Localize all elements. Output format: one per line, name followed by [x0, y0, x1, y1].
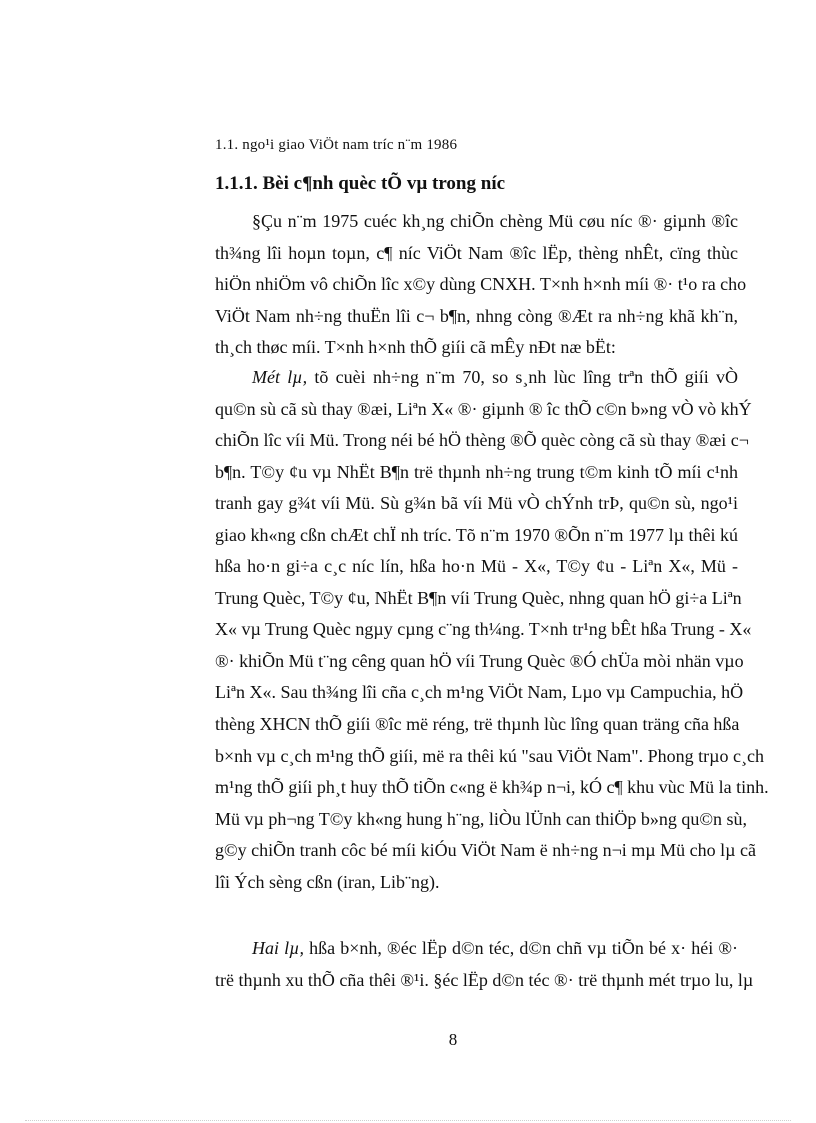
page-bottom-divider	[25, 1120, 791, 1121]
paragraph-lead-italic: Mét lµ,	[252, 367, 308, 387]
subsection-title: 1.1.1. Bèi c¶nh quèc tÕ vµ trong níc	[215, 173, 506, 194]
paragraph-line: qu©n sù cã sù thay ®æi, Liªn X« ®· giµnh ® îc thÕ c©n b»ng vÒ vò khÝ	[215, 398, 752, 419]
paragraph-line: th¾ng lîi hoµn toµn, c¶ níc ViÖt Nam ®îc lËp, thèng nhÊt, cïng thùc	[215, 242, 738, 263]
section-title: 1.1. ngo¹i giao ViÖt nam tríc n¨m 1986	[215, 137, 458, 153]
paragraph-line: Trung Quèc, T©y ¢u, NhËt B¶n víi Trung Quèc, nhng quan hÖ gi÷a Liªn	[215, 587, 742, 608]
paragraph-line: hßa ho·n gi÷a c¸c níc lín, hßa ho·n Mü - X«, T©y ¢u - Liªn X«, Mü -	[215, 556, 738, 577]
paragraph-line: hiÖn nhiÖm vô chiÕn lîc x©y dùng CNXH. T×nh h×nh míi ®· t¹o ra cho	[215, 274, 747, 295]
paragraph-lead-italic: Hai lµ,	[252, 938, 305, 958]
paragraph-2	[215, 362, 769, 898]
paragraph-line: Liªn X«. Sau th¾ng lîi cña c¸ch m¹ng ViÖt Nam, Lµo vµ Campuchia, hÖ	[215, 682, 744, 703]
page-number: 8	[448, 1030, 458, 1049]
paragraph-line: Mü vµ ph¬ng T©y kh«ng hung h¨ng, liÒu lÜnh can thiÖp b»ng qu©n sù,	[215, 808, 748, 829]
paragraph-line: g©y chiÕn tranh côc bé míi kiÓu ViÖt Nam ë nh÷ng n¬i mµ Mü cho lµ cã	[215, 840, 756, 861]
paragraph-line: tranh gay g¾t víi Mü. Sù g¾n bã víi Mü vÒ chÝnh trÞ, qu©n sù, ngo¹i	[215, 493, 738, 514]
paragraph-line: thèng XHCN thÕ giíi ®îc më réng, trë thµnh lùc lîng quan träng cña hßa	[215, 714, 740, 735]
paragraph-line: lîi Ých sèng cßn (iran, Lib¨ng).	[215, 871, 440, 892]
paragraph-line: §Çu n¨m 1975 cuéc kh¸ng chiÕn chèng Mü cøu níc ®· giµnh ®îc	[252, 211, 738, 231]
paragraph-first-line	[215, 933, 738, 965]
paragraph-line: b¶n. T©y ¢u vµ NhËt B¶n trë thµnh nh÷ng trung t©m kinh tÕ míi c¹nh	[215, 461, 738, 482]
paragraph-line-text: hßa b×nh, ®éc lËp d©n téc, d©n chñ vµ tiÕn bé x· héi ®·	[304, 938, 738, 958]
paragraph-line: m¹ng thÕ giíi ph¸t huy thÕ tiÕn c«ng ë kh¾p n¬i, kÓ c¶ khu vùc Mü la tinh.	[215, 777, 769, 798]
paragraph-line: chiÕn lîc víi Mü. Trong néi bé hÖ thèng ®Õ quèc còng cã sù thay ®æi c¬	[215, 430, 749, 451]
paragraph-line: giao kh«ng cßn chÆt chÏ nh tríc. Tõ n¨m 1970 ®Õn n¨m 1977 lµ thêi kú	[215, 524, 738, 545]
paragraph-1	[215, 206, 747, 364]
paragraph-line: th¸ch thøc míi. T×nh h×nh thÕ giíi cã mÊy nÐt næ bËt:	[215, 337, 616, 358]
paragraph-line-text: tõ cuèi nh÷ng n¨m 70, so s¸nh lùc lîng trªn thÕ giíi vÒ	[307, 367, 738, 387]
paragraph-line: X« vµ Trung Quèc ngµy cµng c¨ng th¼ng. T×nh tr¹ng bÊt hßa Trung - X«	[215, 619, 752, 640]
paragraph-first-line	[215, 362, 738, 394]
paragraph-3	[215, 933, 754, 996]
paragraph-line: trë thµnh xu thÕ cña thêi ®¹i. §éc lËp d©n téc ®· trë thµnh mét trµo lu, lµ	[215, 969, 754, 990]
paragraph-line: ®· khiÕn Mü t¨ng cêng quan hÖ víi Trung Quèc ®Ó chÜa mòi nhän vµo	[215, 650, 744, 671]
paragraph-line: ViÖt Nam nh÷ng thuËn lîi c¬ b¶n, nhng còng ®Æt ra nh÷ng khã kh¨n,	[215, 305, 738, 326]
paragraph-line: b×nh vµ c¸ch m¹ng thÕ giíi, më ra thêi kú "sau ViÖt Nam". Phong trµo c¸ch	[215, 745, 764, 766]
